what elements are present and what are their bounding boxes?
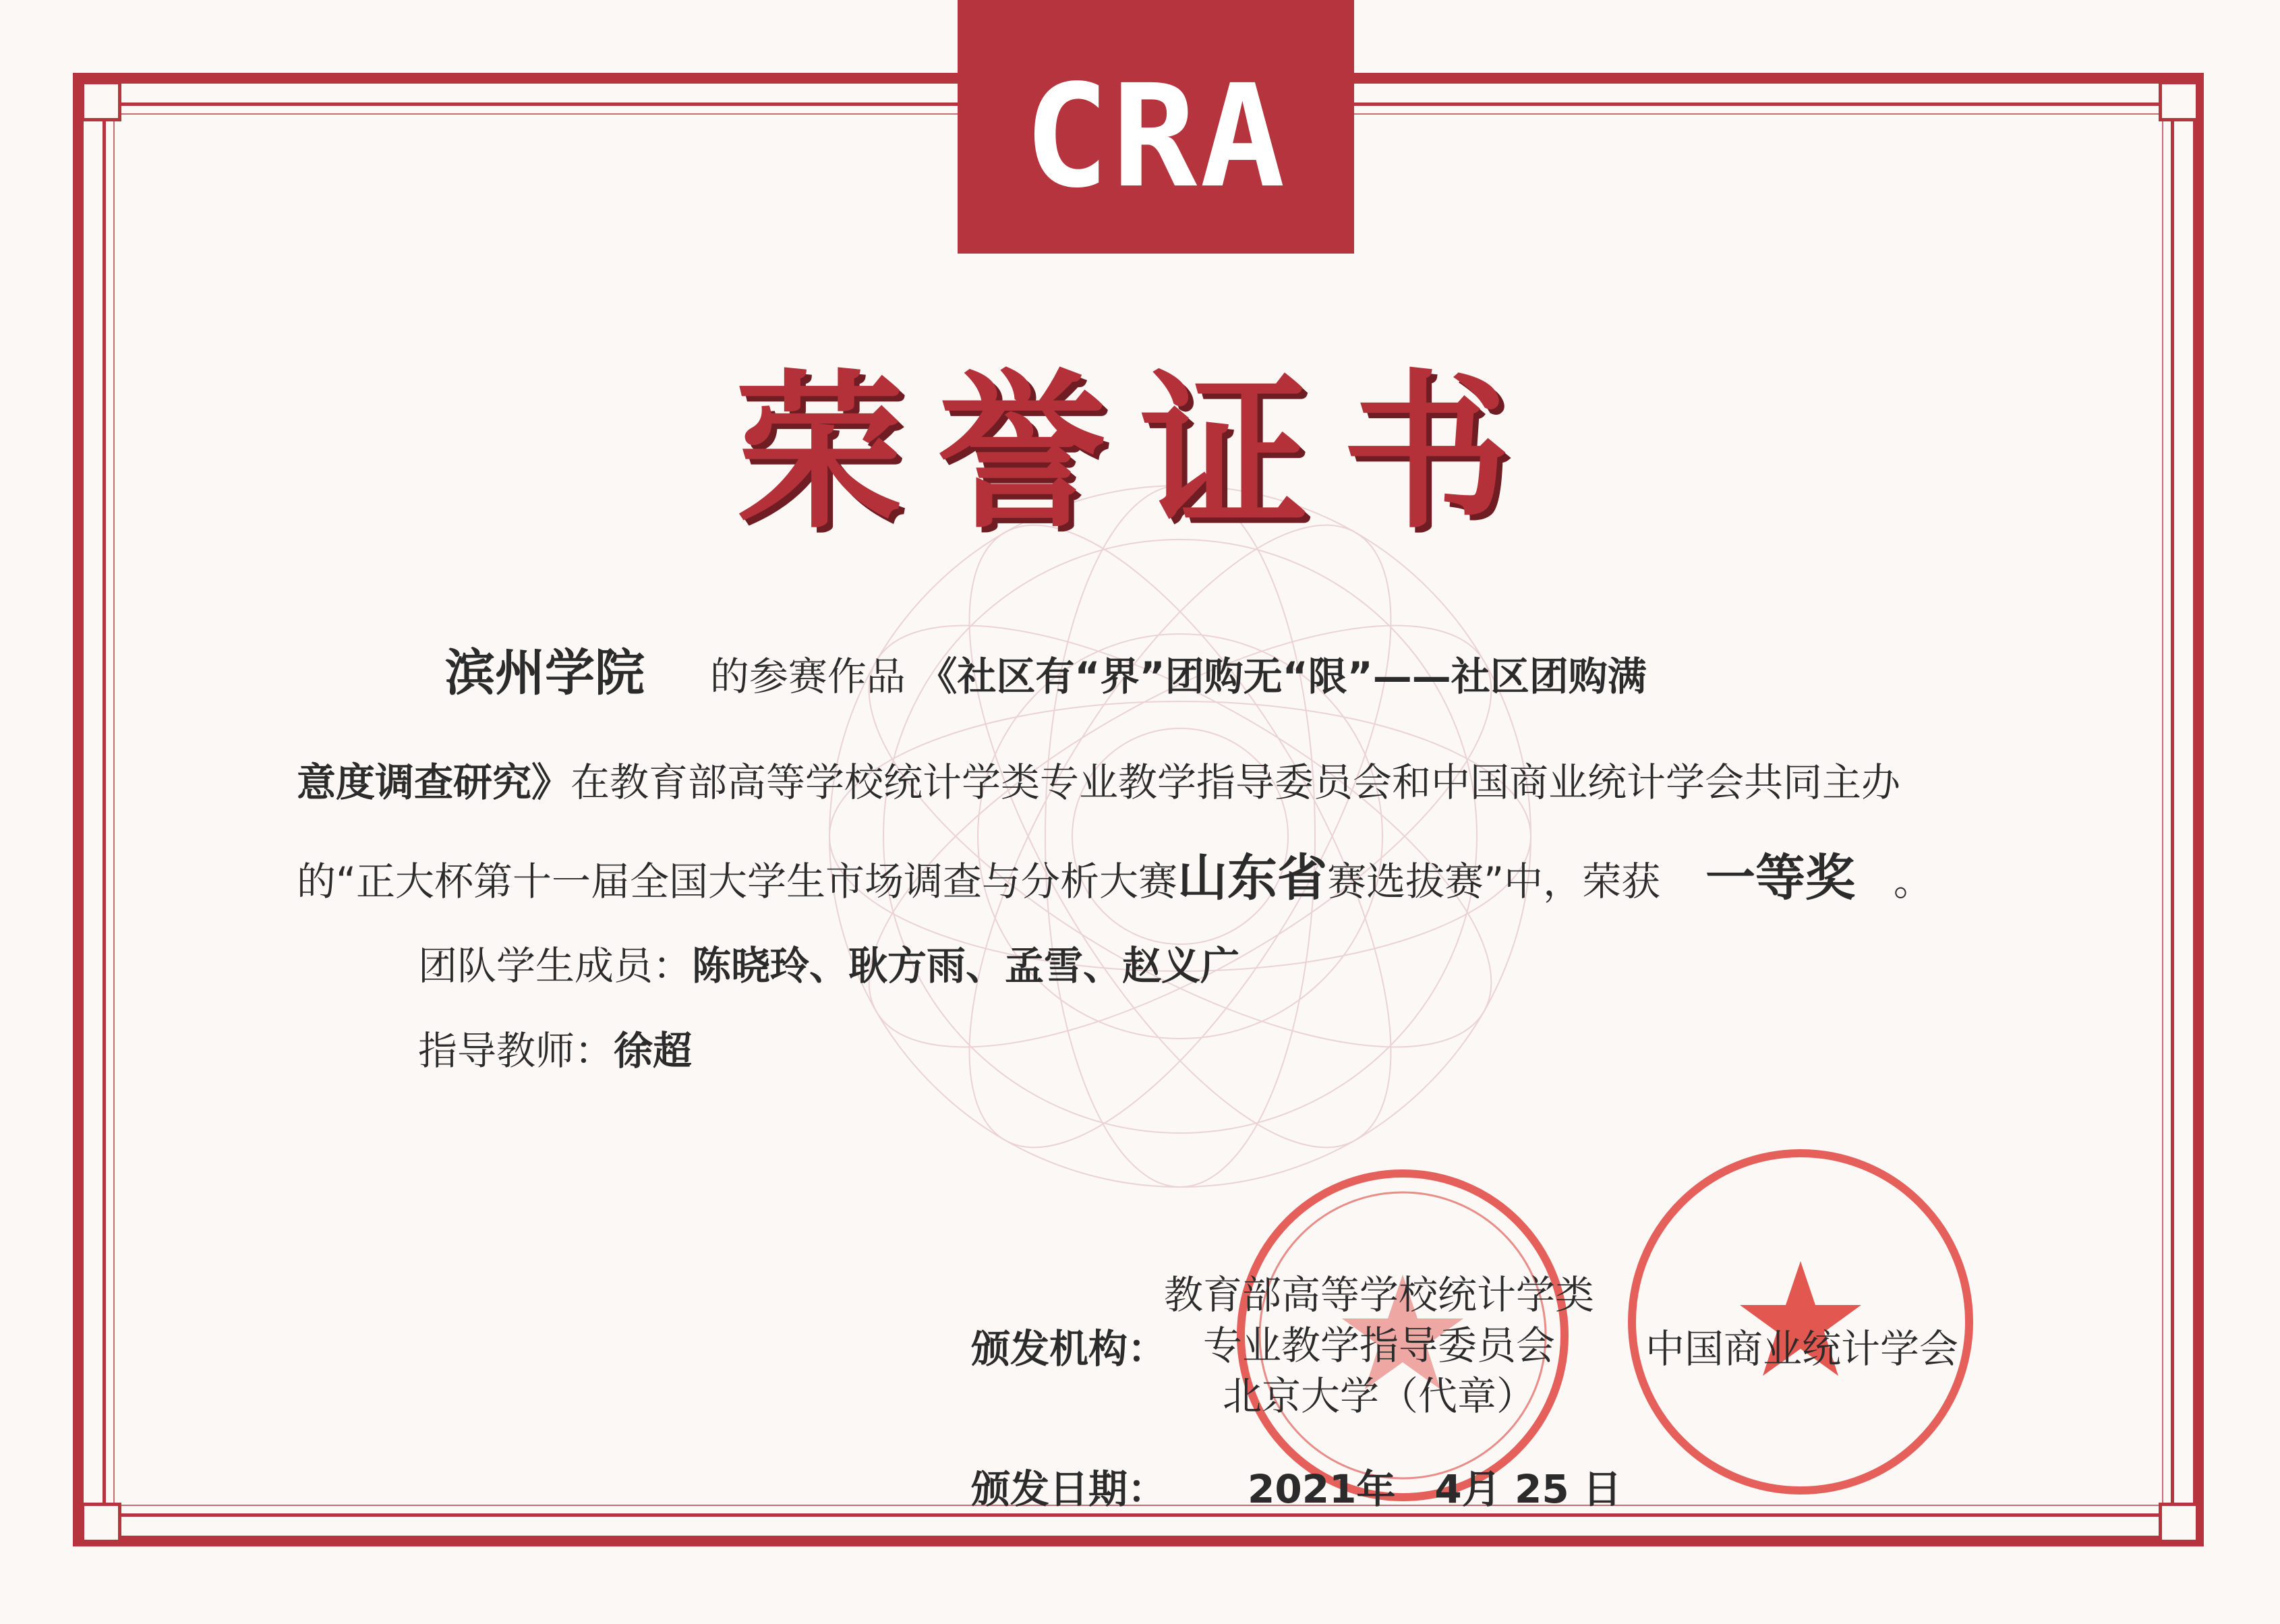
period-mark: 。 bbox=[1893, 859, 1933, 904]
issuer-org2: 中国商业统计学会 bbox=[1645, 1326, 1959, 1372]
issuer-label: 颁发机构： bbox=[971, 1326, 1167, 1372]
organizer-text: 在教育部高等学校统计学类专业教学指导委员会和中国商业统计学会共同主办 bbox=[571, 759, 1901, 805]
corner-ornament-bottom-left bbox=[81, 1503, 121, 1543]
certificate-title: 荣誉证书 bbox=[735, 355, 1545, 551]
team-line bbox=[418, 939, 1239, 993]
body-line-3 bbox=[297, 851, 1933, 908]
issue-date: 2021年 4月 25 日 bbox=[1248, 1466, 1622, 1512]
logo-tab bbox=[958, 0, 1354, 254]
date-label: 颁发日期： bbox=[971, 1466, 1167, 1512]
team-label: 团队学生成员： bbox=[418, 943, 693, 989]
advisor-line bbox=[418, 1024, 692, 1078]
work-title-part1: 《社区有“界”团购无“限”——社区团购满 bbox=[918, 654, 1647, 699]
corner-ornament-top-left bbox=[81, 81, 121, 121]
work-title-part2: 意度调查研究》 bbox=[297, 759, 571, 805]
issuer-org1-line2: 专业教学指导委员会 bbox=[1202, 1323, 1555, 1368]
corner-ornament-top-right bbox=[2159, 81, 2199, 121]
team-members: 陈晓玲、耿方雨、孟雪、赵义广 bbox=[692, 943, 1240, 989]
body-line-2 bbox=[297, 755, 1900, 809]
school-name: 滨州学院 bbox=[445, 644, 645, 702]
province-name: 山东省 bbox=[1177, 849, 1328, 907]
cra-logo: CRA bbox=[1024, 54, 1288, 219]
body-line-1 bbox=[445, 646, 1647, 703]
corner-ornament-bottom-right bbox=[2159, 1503, 2199, 1543]
competition-text: 的“正大杯第十一届全国大学生市场调查与分析大赛 bbox=[297, 859, 1178, 904]
advisor-label: 指导教师： bbox=[418, 1028, 614, 1074]
award-level: 一等奖 bbox=[1705, 849, 1855, 907]
issuer-org1-line3: 北京大学（代章） bbox=[1222, 1373, 1536, 1419]
advisor-name: 徐超 bbox=[614, 1028, 693, 1074]
selection-text: 赛选拔赛”中，荣获 bbox=[1327, 859, 1661, 904]
intro-text: 的参赛作品 bbox=[709, 654, 906, 699]
issuer-org1-line1: 教育部高等学校统计学类 bbox=[1163, 1272, 1594, 1318]
